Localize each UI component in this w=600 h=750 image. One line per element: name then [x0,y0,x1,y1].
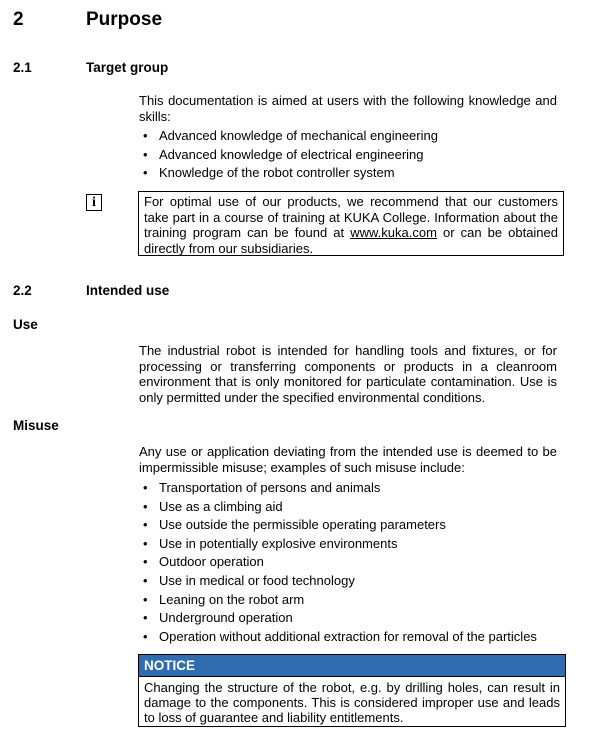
knowledge-list [139,127,559,183]
notice-header: NOTICE [139,655,565,677]
list-item: • Underground operation [139,609,559,628]
info-text-after: or can be obtained directly from our subsidiaries. [144,225,558,256]
list-item: • Use outside the permissible operating parameters [139,516,559,535]
section-title: Purpose [86,9,163,30]
subsection-title-target-group: Target group [86,60,169,75]
misuse-label: Misuse [13,418,59,433]
notice-text: Changing the structure of the robot, e.g. by drilling holes, can result in damage to the components. This is considered improper use and leads to loss of guarantee and liability entitlements. [144,680,560,725]
list-item: • Knowledge of the robot controller system [139,164,559,183]
list-item: • Outdoor operation [139,553,559,572]
list-item: • Advanced knowledge of mechanical engineering [139,127,559,146]
misuse-list [139,479,559,646]
subsection-number-target-group: 2.1 [13,60,32,75]
list-item: • Leaning on the robot arm [139,591,559,610]
list-item: • Use in medical or food technology [139,572,559,591]
info-text-before: For optimal use of our products, we recommend that our customers take part in a course of training at KUKA College. Information about the training program can be found at [144,194,558,240]
misuse-intro: Any use or application deviating from the intended use is deemed to be impermissible misuse; examples of such misuse include: [139,444,557,475]
subsection-number-intended-use: 2.2 [13,283,32,298]
info-icon: i [86,194,102,211]
use-text: The industrial robot is intended for handling tools and fixtures, or for processing or transferring components or products in a cleanroom environment that is only monitored for particulate contamination. Use is only permitted under the specified environmental conditions. [139,343,557,405]
list-item: • Operation without additional extraction for removal of the particles [139,628,559,647]
list-item: • Use in potentially explosive environments [139,535,559,554]
subsection-title-intended-use: Intended use [86,283,170,298]
list-item: • Advanced knowledge of electrical engineering [139,146,559,165]
notice-box [138,654,566,727]
info-box [138,191,564,256]
target-group-intro: This documentation is aimed at users with the following knowledge and skills: [139,93,557,124]
kuka-link[interactable]: www.kuka.com [350,225,437,240]
list-item: • Transportation of persons and animals [139,479,559,498]
list-item: • Use as a climbing aid [139,498,559,517]
use-label: Use [13,317,38,332]
section-number: 2 [13,9,24,30]
